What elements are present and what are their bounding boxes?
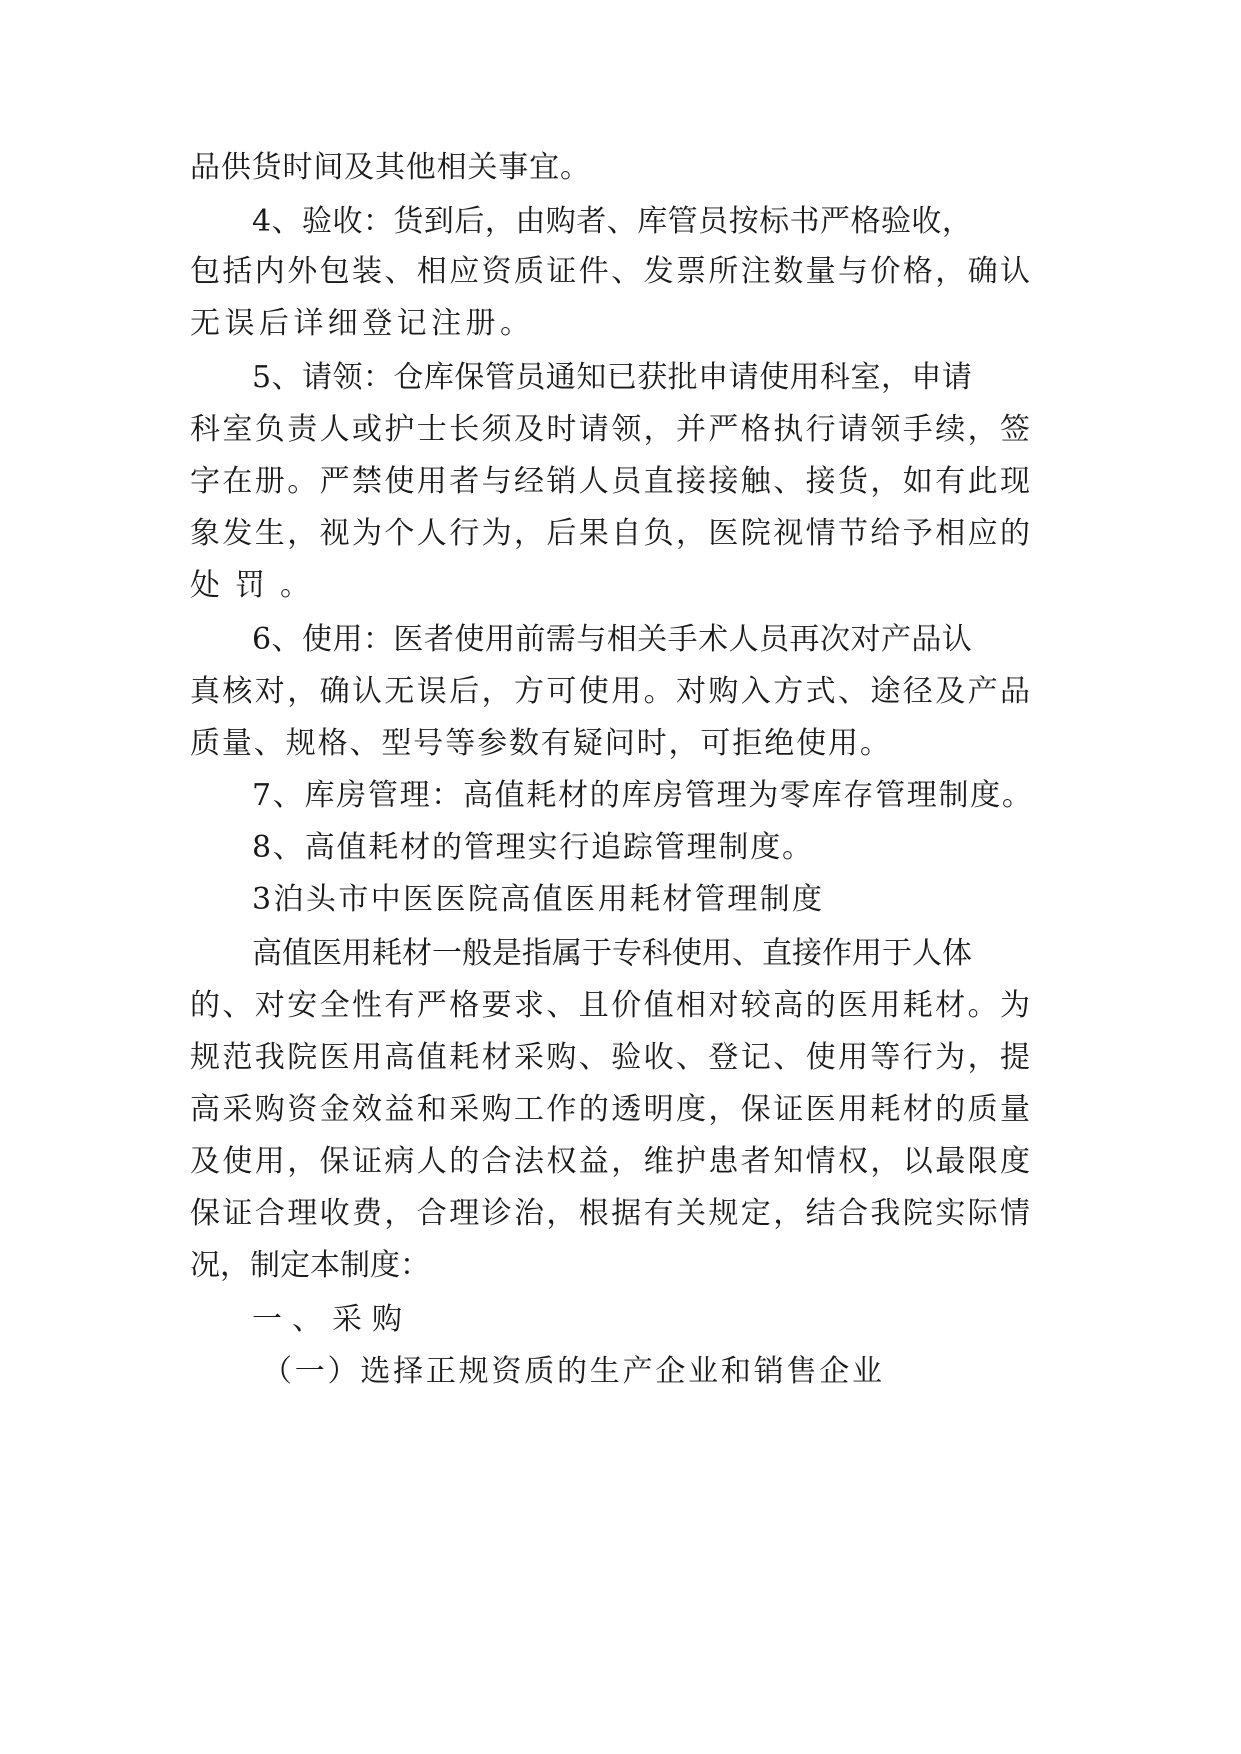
subsection-heading: （一）选择正规资质的生产企业和销售企业 xyxy=(262,1354,885,1389)
text-line: 字在册。严禁使用者与经销人员直接接触、接货，如有此现 xyxy=(190,464,1033,499)
text-line: 7、库房管理：高值耗材的库房管理为零库存管理制度。 xyxy=(252,778,1034,813)
text-line: 无误后详细登记注册。 xyxy=(190,306,535,341)
text-line: 的、对安全性有严格要求、且价值相对较高的医用耗材。为 xyxy=(190,988,1033,1023)
text-line: 包括内外包装、相应资质证件、发票所注数量与价格，确认 xyxy=(190,254,1033,289)
text-line: 高采购资金效益和采购工作的透明度，保证医用耗材的质量 xyxy=(190,1092,1033,1127)
section-heading: 一、采购 xyxy=(252,1302,412,1337)
text-line: 规范我院医用高值耗材采购、验收、登记、使用等行为，提 xyxy=(190,1040,1033,1075)
text-line: 质量、规格、型号等参数有疑问时，可拒绝使用。 xyxy=(190,726,892,761)
text-line: 科室负责人或护士长须及时请领，并严格执行请领手续，签 xyxy=(190,412,1033,447)
text-line: 高值医用耗材一般是指属于专科使用、直接作用于人体 xyxy=(252,936,972,971)
text-line: 品供货时间及其他相关事宜。 xyxy=(190,150,591,185)
text-line: 5、请领：仓库保管员通知已获批申请使用科室，申请 xyxy=(252,360,973,395)
text-line: 保证合理收费，合理诊治，根据有关规定，结合我院实际情 xyxy=(190,1196,1033,1231)
text-line: 8、高值耗材的管理实行追踪管理制度。 xyxy=(252,830,814,865)
text-line: 处罚。 xyxy=(190,568,325,603)
text-line: 象发生，视为个人行为，后果自负，医院视情节给予相应的 xyxy=(190,516,1033,551)
section-heading: 3泊头市中医医院高值医用耗材管理制度 xyxy=(252,882,825,917)
text-line: 况，制定本制度： xyxy=(190,1248,430,1283)
text-line: 及使用，保证病人的合法权益，维护患者知情权，以最限度 xyxy=(190,1144,1033,1179)
text-line: 6、使用：医者使用前需与相关手术人员再次对产品认 xyxy=(252,622,973,657)
text-line: 4、验收：货到后，由购者、库管员按标书严格验收， xyxy=(252,204,973,239)
text-line: 真核对，确认无误后，方可使用。对购入方式、途径及产品 xyxy=(190,674,1033,709)
